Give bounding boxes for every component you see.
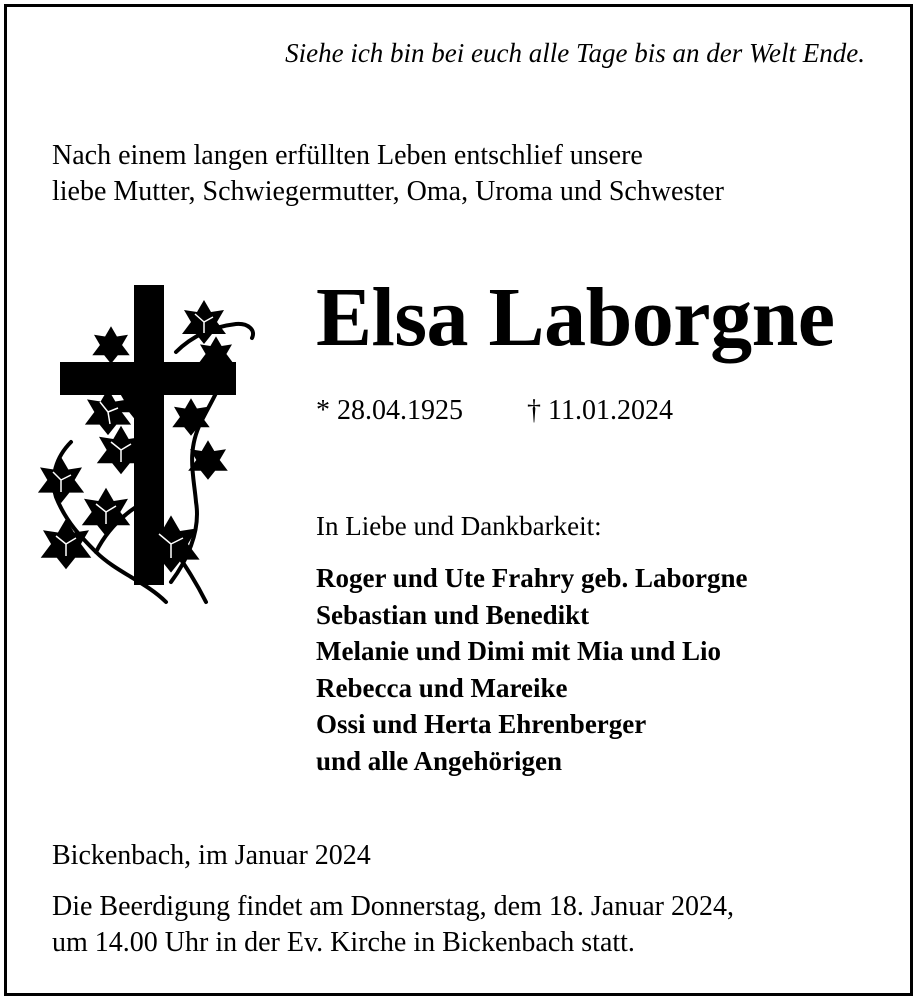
funeral-line: um 14.00 Uhr in der Ev. Kirche in Bickenbach statt.	[52, 927, 635, 958]
mourner-entry: Roger und Ute Frahry geb. Laborgne	[316, 563, 748, 593]
life-dates	[316, 395, 673, 427]
mourners-list	[316, 560, 748, 780]
mourner-entry: Ossi und Herta Ehrenberger	[316, 709, 647, 740]
cross-with-ivy-icon	[26, 282, 266, 612]
intro-line: liebe Mutter, Schwiegermutter, Oma, Uroma und Schwester	[52, 176, 724, 207]
birth-date: * 28.04.1925	[316, 395, 463, 426]
place-and-date: Bickenbach, im Januar 2024	[52, 840, 371, 871]
thanks-heading: In Liebe und Dankbarkeit:	[316, 511, 602, 541]
mourner-entry: und alle Angehörigen	[316, 745, 563, 776]
intro-line: Nach einem langen erfüllten Leben entschlief unsere	[52, 140, 643, 171]
cross-horizontal	[60, 362, 236, 395]
mourner-entry: Sebastian und Benedikt	[316, 599, 590, 630]
funeral-info	[52, 889, 734, 961]
mourner-entry: Rebecca und Mareike	[316, 672, 568, 703]
funeral-line: Die Beerdigung findet am Donnerstag, dem 18. Januar 2024,	[52, 891, 734, 922]
bible-verse: Siehe ich bin bei euch alle Tage bis an der Welt Ende.	[285, 38, 865, 68]
intro-text	[52, 138, 724, 210]
death-date: † 11.01.2024	[527, 395, 673, 426]
mourner-entry: Melanie und Dimi mit Mia und Lio	[316, 636, 722, 667]
deceased-name: Elsa Laborgne	[316, 271, 835, 364]
